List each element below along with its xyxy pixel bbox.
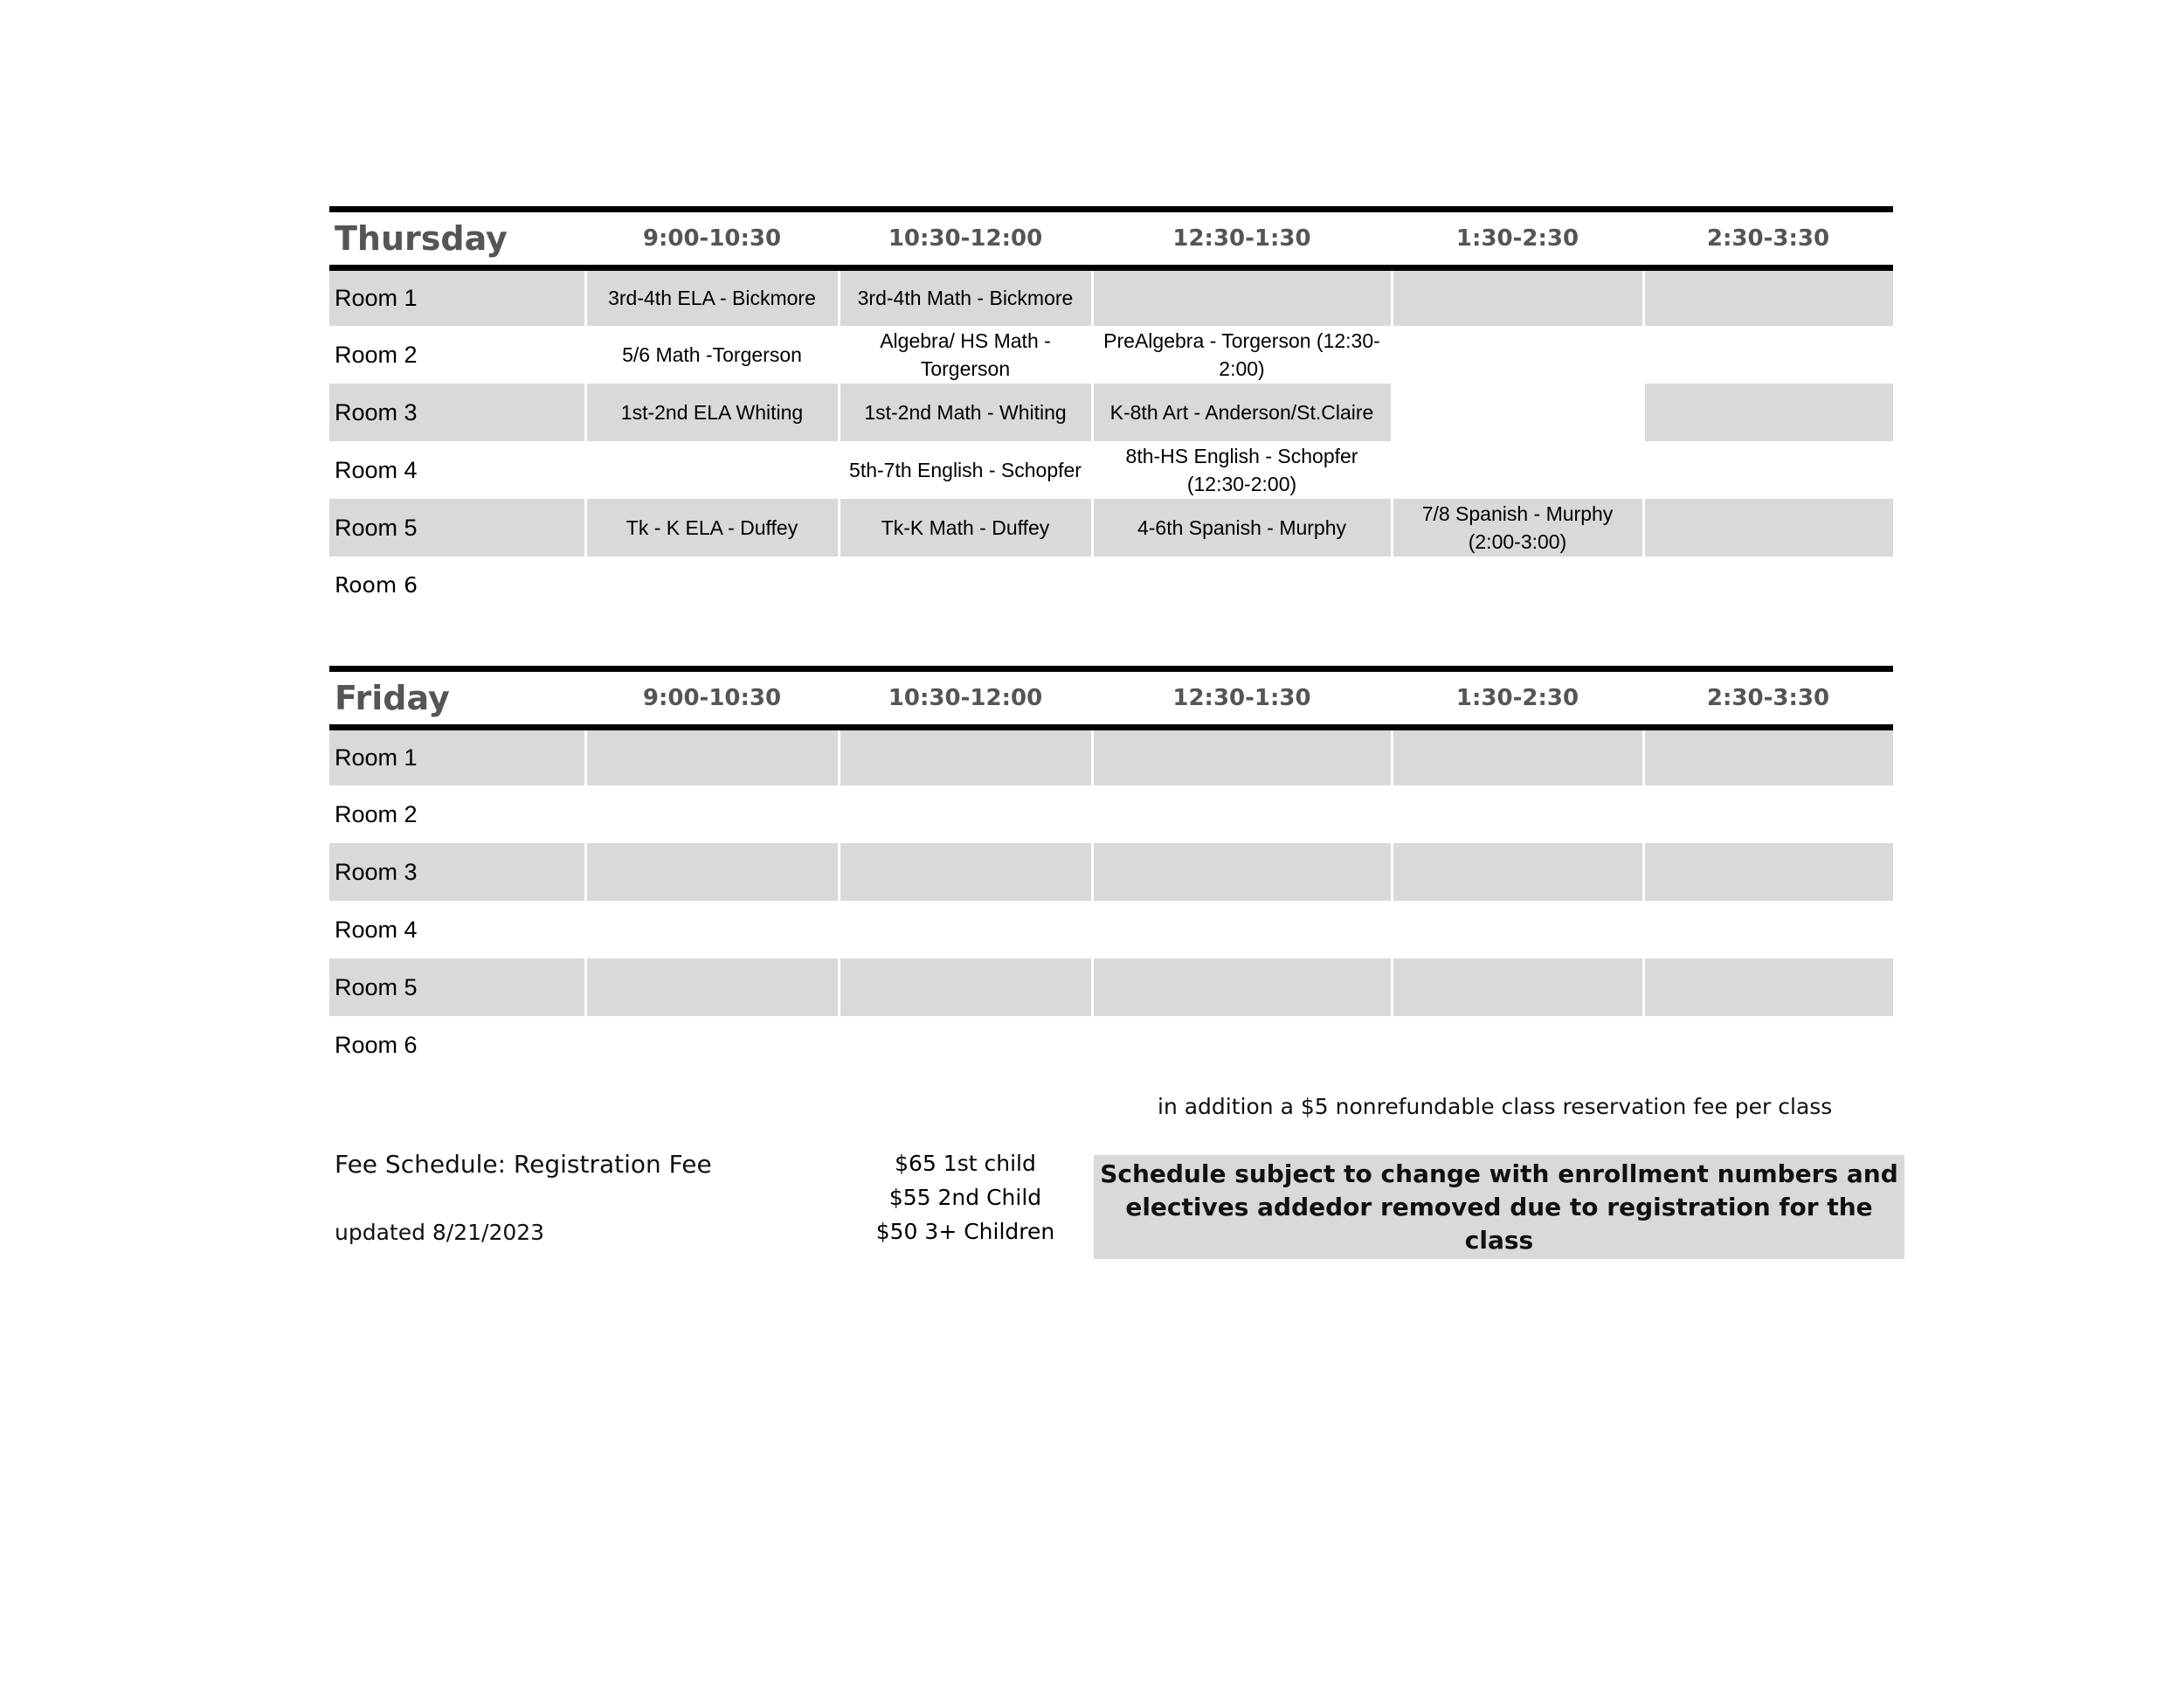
reservation-fee-note: in addition a $5 nonrefundable class reservation fee per class bbox=[1158, 1094, 1833, 1119]
class-cell bbox=[1643, 441, 1893, 499]
class-cell bbox=[1643, 557, 1893, 614]
time-slot-header: 10:30-12:00 bbox=[839, 210, 1092, 268]
class-cell bbox=[839, 728, 1092, 785]
class-cell bbox=[1643, 268, 1893, 326]
time-slot-header: 2:30-3:30 bbox=[1643, 669, 1893, 728]
thursday-schedule-table bbox=[329, 206, 1893, 614]
class-cell bbox=[1392, 1016, 1643, 1074]
thursday-header-row bbox=[329, 210, 1893, 268]
room-label: Room 4 bbox=[329, 441, 585, 499]
table-row bbox=[329, 326, 1893, 384]
class-cell bbox=[585, 1016, 839, 1074]
class-cell bbox=[1392, 843, 1643, 901]
class-cell: 1st-2nd Math - Whiting bbox=[839, 384, 1092, 441]
class-cell bbox=[585, 958, 839, 1016]
class-cell bbox=[1092, 958, 1392, 1016]
class-cell: 3rd-4th Math - Bickmore bbox=[839, 268, 1092, 326]
class-cell: Tk-K Math - Duffey bbox=[839, 499, 1092, 557]
class-cell: 3rd-4th ELA - Bickmore bbox=[585, 268, 839, 326]
room-label: Room 6 bbox=[329, 557, 585, 614]
class-cell bbox=[1392, 384, 1643, 441]
class-cell: 8th-HS English - Schopfer (12:30-2:00) bbox=[1092, 441, 1392, 499]
class-cell: Algebra/ HS Math - Torgerson bbox=[839, 326, 1092, 384]
class-cell bbox=[1092, 785, 1392, 843]
class-cell: 7/8 Spanish - Murphy (2:00-3:00) bbox=[1392, 499, 1643, 557]
fee-item: $55 2nd Child bbox=[888, 1185, 1042, 1210]
class-cell bbox=[1643, 901, 1893, 958]
class-cell bbox=[585, 785, 839, 843]
time-slot-header: 1:30-2:30 bbox=[1392, 669, 1643, 728]
room-label: Room 2 bbox=[329, 785, 585, 843]
class-cell bbox=[585, 441, 839, 499]
time-slot-header: 2:30-3:30 bbox=[1643, 210, 1893, 268]
class-cell bbox=[1392, 958, 1643, 1016]
class-cell bbox=[839, 843, 1092, 901]
friday-header-row bbox=[329, 669, 1893, 728]
table-row bbox=[329, 728, 1893, 785]
time-slot-header: 10:30-12:00 bbox=[839, 669, 1092, 728]
fee-item: $50 3+ Children bbox=[875, 1219, 1055, 1244]
class-cell: PreAlgebra - Torgerson (12:30-2:00) bbox=[1092, 326, 1392, 384]
class-cell bbox=[1092, 843, 1392, 901]
class-cell bbox=[585, 557, 839, 614]
class-cell: Tk - K ELA - Duffey bbox=[585, 499, 839, 557]
class-cell bbox=[1643, 326, 1893, 384]
class-cell bbox=[839, 901, 1092, 958]
class-cell bbox=[1643, 384, 1893, 441]
room-label: Room 1 bbox=[329, 268, 585, 326]
table-row bbox=[329, 901, 1893, 958]
class-cell bbox=[839, 958, 1092, 1016]
class-cell bbox=[839, 1016, 1092, 1074]
table-row bbox=[329, 958, 1893, 1016]
class-cell: K-8th Art - Anderson/St.Claire bbox=[1092, 384, 1392, 441]
day-title: Friday bbox=[329, 669, 585, 728]
class-cell bbox=[1092, 901, 1392, 958]
class-cell bbox=[1392, 557, 1643, 614]
class-cell bbox=[585, 843, 839, 901]
class-cell bbox=[839, 785, 1092, 843]
fee-item: $65 1st child bbox=[895, 1151, 1036, 1176]
class-cell bbox=[1643, 785, 1893, 843]
table-row bbox=[329, 441, 1893, 499]
room-label: Room 5 bbox=[329, 958, 585, 1016]
class-cell bbox=[585, 728, 839, 785]
schedule-change-notice: Schedule subject to change with enrollment numbers and electives addedor removed due to registration for the class bbox=[1094, 1155, 1904, 1259]
time-slot-header: 1:30-2:30 bbox=[1392, 210, 1643, 268]
fee-list bbox=[860, 1146, 1070, 1249]
time-slot-header: 9:00-10:30 bbox=[585, 210, 839, 268]
class-cell bbox=[1643, 1016, 1893, 1074]
table-row bbox=[329, 499, 1893, 557]
time-slot-header: 9:00-10:30 bbox=[585, 669, 839, 728]
room-label: Room 6 bbox=[329, 1016, 585, 1074]
room-label: Room 5 bbox=[329, 499, 585, 557]
class-cell bbox=[1392, 441, 1643, 499]
room-label: Room 3 bbox=[329, 384, 585, 441]
class-cell bbox=[1643, 499, 1893, 557]
updated-date: updated 8/21/2023 bbox=[335, 1220, 545, 1245]
class-cell bbox=[1092, 268, 1392, 326]
room-label: Room 3 bbox=[329, 843, 585, 901]
class-cell: 5/6 Math -Torgerson bbox=[585, 326, 839, 384]
class-cell: 1st-2nd ELA Whiting bbox=[585, 384, 839, 441]
day-title: Thursday bbox=[329, 210, 585, 268]
class-cell bbox=[1392, 268, 1643, 326]
table-row bbox=[329, 785, 1893, 843]
room-label: Room 4 bbox=[329, 901, 585, 958]
time-slot-header: 12:30-1:30 bbox=[1092, 210, 1392, 268]
table-row bbox=[329, 557, 1893, 614]
class-cell bbox=[1392, 728, 1643, 785]
class-cell: 5th-7th English - Schopfer bbox=[839, 441, 1092, 499]
class-cell bbox=[1643, 843, 1893, 901]
class-cell bbox=[585, 901, 839, 958]
class-cell bbox=[1643, 728, 1893, 785]
class-cell bbox=[1092, 1016, 1392, 1074]
class-cell bbox=[1392, 901, 1643, 958]
table-row bbox=[329, 843, 1893, 901]
table-row bbox=[329, 384, 1893, 441]
table-row bbox=[329, 268, 1893, 326]
room-label: Room 2 bbox=[329, 326, 585, 384]
friday-schedule-table bbox=[329, 666, 1893, 1074]
class-cell bbox=[1392, 326, 1643, 384]
class-cell bbox=[1092, 557, 1392, 614]
class-cell bbox=[1643, 958, 1893, 1016]
room-label: Room 1 bbox=[329, 728, 585, 785]
class-cell bbox=[1392, 785, 1643, 843]
table-row bbox=[329, 1016, 1893, 1074]
class-cell bbox=[839, 557, 1092, 614]
class-cell: 4-6th Spanish - Murphy bbox=[1092, 499, 1392, 557]
time-slot-header: 12:30-1:30 bbox=[1092, 669, 1392, 728]
class-cell bbox=[1092, 728, 1392, 785]
fee-schedule-label: Fee Schedule: Registration Fee bbox=[335, 1150, 712, 1179]
